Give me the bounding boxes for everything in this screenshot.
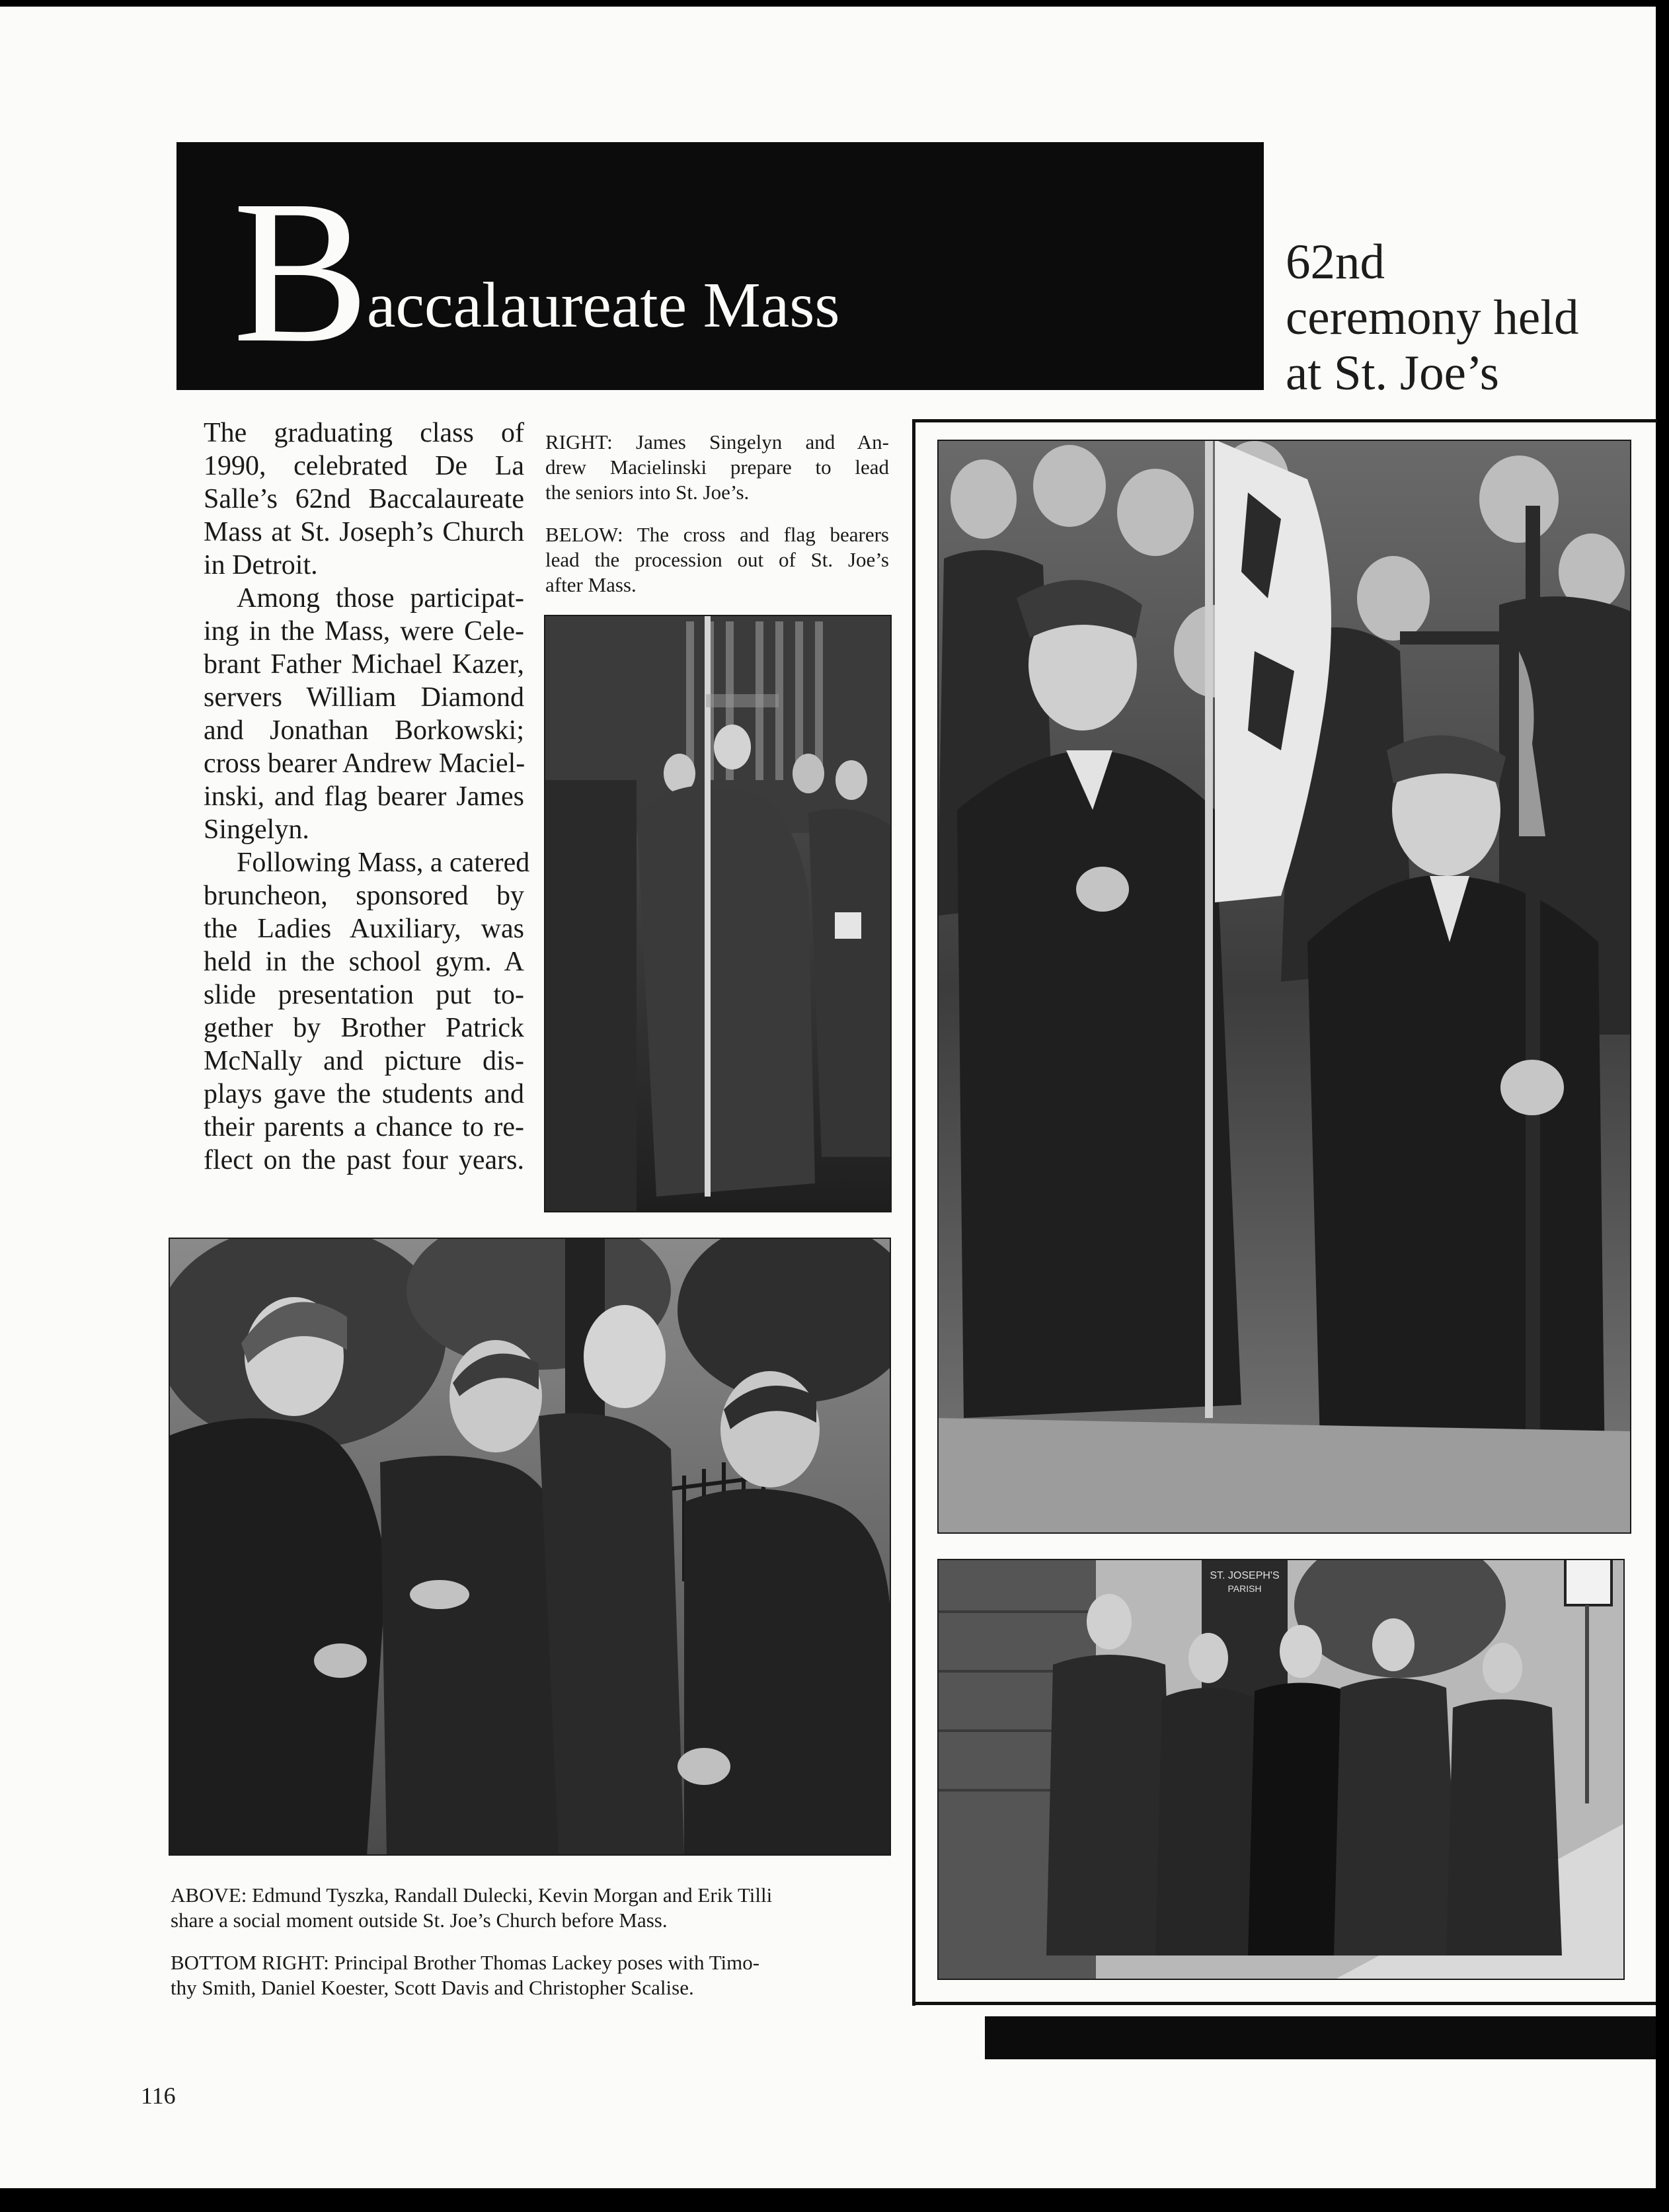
- parish-group-photo: [937, 1559, 1625, 1980]
- footer-bar: [985, 2016, 1656, 2059]
- text-line: Salle’s 62nd Baccalaureate: [204, 484, 524, 514]
- subtitle-line: ceremony held: [1286, 290, 1579, 345]
- text-line: slide presentation put to-: [204, 980, 524, 1010]
- text-line: their parents a chance to re-: [204, 1112, 524, 1142]
- article-body: [171, 416, 530, 1177]
- title-drop-cap: B: [233, 159, 369, 385]
- caption-line: RIGHT: James Singelyn and An-: [545, 430, 889, 454]
- text-line: Mass at St. Joseph’s Church: [204, 517, 524, 547]
- social-moment-photo: [169, 1238, 891, 1856]
- title-banner: [176, 142, 1264, 390]
- text-line: bruncheon, sponsored by: [204, 881, 524, 911]
- text-line: and Jonathan Borkowski;: [204, 715, 524, 746]
- text-line: brant Father Michael Kazer,: [204, 649, 524, 680]
- photo-frame-left: [912, 419, 915, 2006]
- social-moment-image: [169, 1238, 891, 1856]
- subtitle-line: 62nd: [1286, 235, 1385, 290]
- caption-line: BOTTOM RIGHT: Principal Brother Thomas Lackey poses with Timo-: [171, 1951, 760, 1974]
- text-line: gether by Brother Patrick: [204, 1013, 524, 1043]
- text-line: inski, and flag bearer James: [204, 781, 524, 812]
- caption-line: lead the procession out of St. Joe’s: [545, 548, 889, 571]
- text-line: plays gave the students and: [204, 1079, 524, 1109]
- text-line: cross bearer Andrew Maciel-: [204, 748, 525, 779]
- text-line: Among those participat-: [237, 583, 524, 613]
- caption-line: ABOVE: Edmund Tyszka, Randall Dulecki, Kevin Morgan and Erik Tilli: [171, 1883, 773, 1907]
- paragraph: [171, 846, 530, 1177]
- text-line: the Ladies Auxiliary, was: [204, 914, 524, 944]
- text-line: held in the school gym. A: [204, 947, 524, 977]
- text-line: The graduating class of: [204, 418, 524, 448]
- caption-line: after Mass.: [545, 573, 637, 596]
- subtitle: [1286, 235, 1643, 401]
- text-line: in Detroit.: [204, 550, 318, 580]
- caption-above: [171, 1883, 911, 1933]
- caption-line: share a social moment outside St. Joe’s Church before Mass.: [171, 1909, 668, 1932]
- flag-cross-bearers-photo: [937, 440, 1631, 1534]
- photo-frame-bottom: [912, 2002, 1656, 2005]
- caption-line: BELOW: The cross and flag bearers: [545, 523, 889, 546]
- sign-text-line: PARISH: [1227, 1583, 1262, 1594]
- procession-photo: [544, 615, 892, 1212]
- text-line: Following Mass, a catered: [237, 848, 530, 878]
- caption-line: drew Macielinski prepare to lead: [545, 455, 889, 479]
- procession-photo-image: [544, 615, 892, 1212]
- text-line: 1990, celebrated De La: [204, 451, 524, 481]
- caption-below: [545, 522, 889, 598]
- text-line: ing in the Mass, were Cele-: [204, 616, 524, 647]
- photo-frame-top: [913, 419, 1657, 422]
- parish-group-image: [937, 1559, 1625, 1980]
- flag-cross-bearers-image: [937, 440, 1631, 1534]
- subtitle-line: at St. Joe’s: [1286, 346, 1499, 401]
- text-line: McNally and picture dis-: [204, 1046, 524, 1076]
- page-title: accalaureate Mass: [367, 270, 840, 341]
- paragraph: [171, 416, 524, 582]
- caption-line: the seniors into St. Joe’s.: [545, 481, 750, 504]
- paragraph: [171, 582, 524, 846]
- sign-text-line: ST. JOSEPH'S: [1210, 1570, 1280, 1581]
- yearbook-page: [0, 7, 1656, 2188]
- caption-right: [545, 430, 889, 505]
- caption-bottom-right: [171, 1950, 911, 2000]
- text-line: flect on the past four years.: [204, 1145, 524, 1175]
- caption-line: thy Smith, Daniel Koester, Scott Davis and Christopher Scalise.: [171, 1976, 694, 1999]
- text-line: Singelyn.: [204, 814, 309, 845]
- page-number: 116: [141, 2082, 176, 2109]
- text-line: servers William Diamond: [204, 682, 524, 713]
